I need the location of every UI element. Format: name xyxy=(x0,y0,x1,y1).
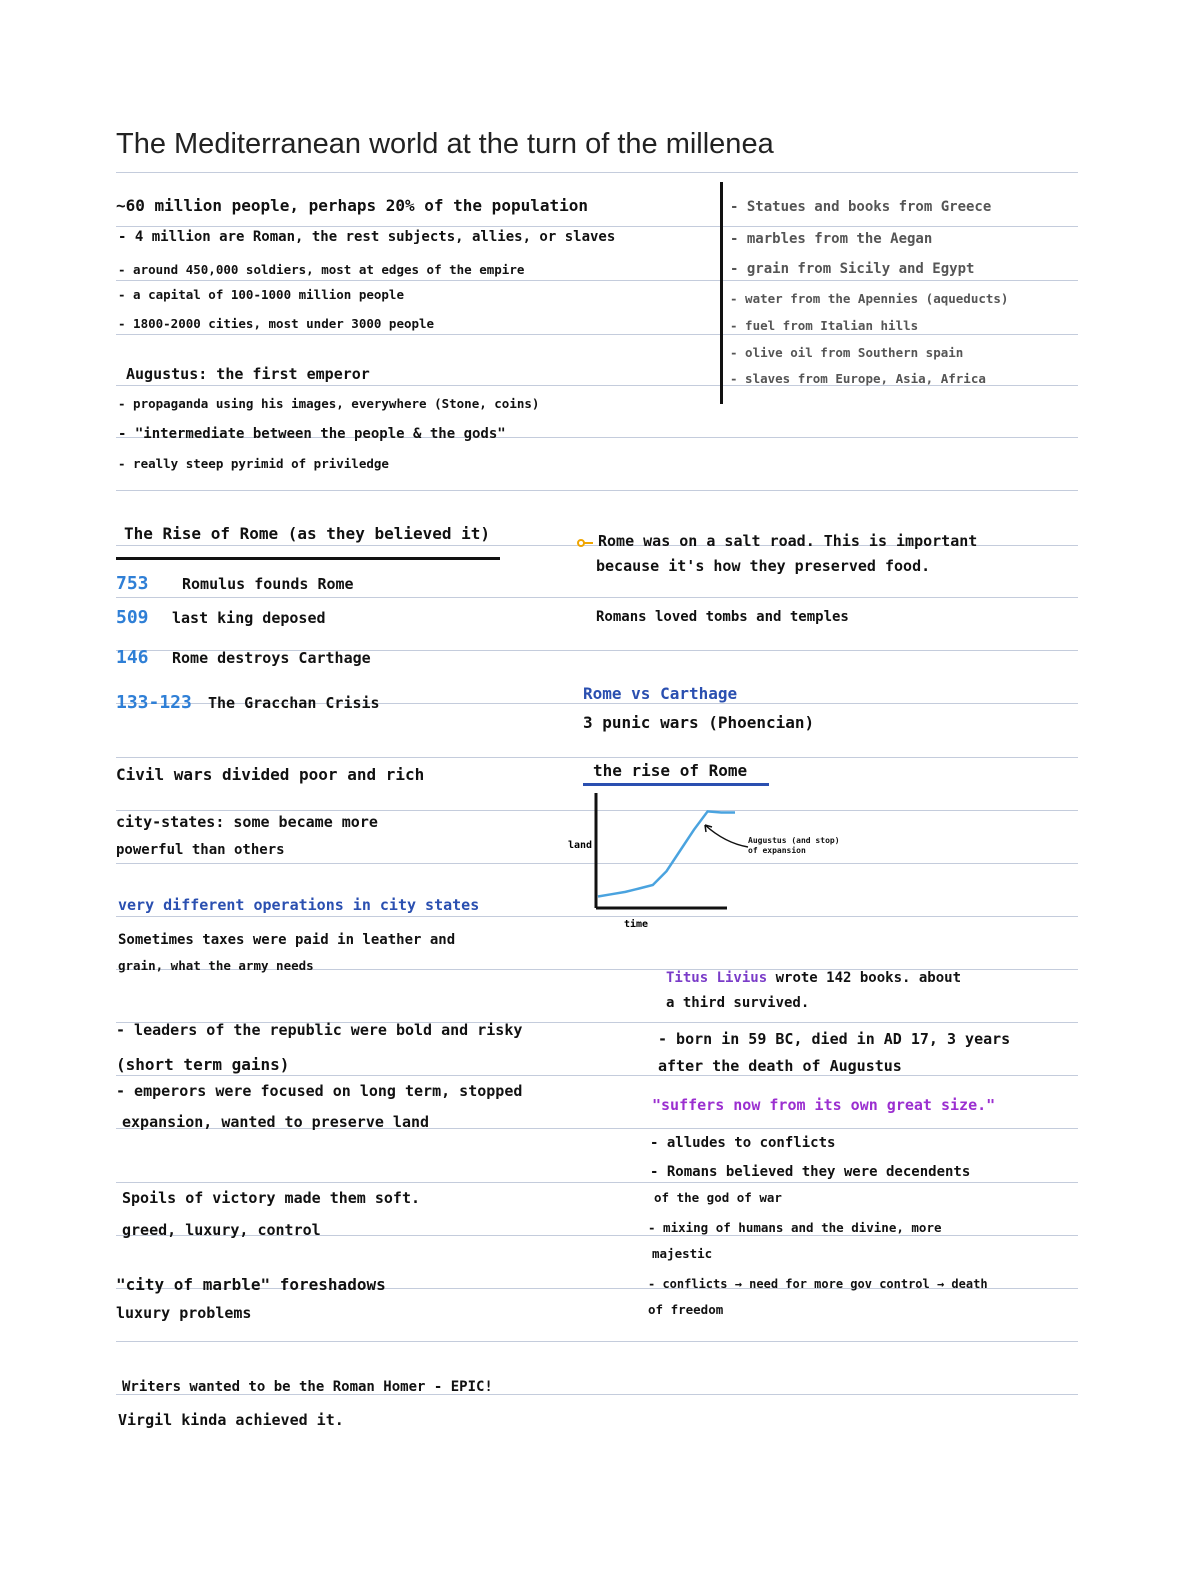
import-item: - slaves from Europe, Asia, Africa xyxy=(730,371,986,386)
timeline-year: 146 xyxy=(116,647,149,668)
augustus-heading: Augustus: the first emperor xyxy=(126,365,370,383)
timeline-event: last king deposed xyxy=(172,609,326,627)
augustus-item: - propaganda using his images, everywhere (Stone, coins) xyxy=(118,396,540,411)
rule-line xyxy=(116,490,1078,491)
augustus-item: - "intermediate between the people & the gods" xyxy=(118,426,506,442)
city-states-note: powerful than others xyxy=(116,842,285,858)
livius-item: - conflicts → need for more gov control → death xyxy=(648,1277,988,1291)
livius-item: - mixing of humans and the divine, more xyxy=(648,1220,942,1235)
timeline-event: Romulus founds Rome xyxy=(182,575,354,593)
livius-quote: "suffers now from its own great size." xyxy=(652,1096,996,1114)
rule-line xyxy=(116,334,1078,335)
timeline-year: 509 xyxy=(116,607,149,628)
rule-line xyxy=(116,226,1078,227)
import-item: - water from the Apennies (aqueducts) xyxy=(730,291,1009,306)
livius-item: of freedom xyxy=(648,1302,724,1317)
livius-books: wrote 142 books. about xyxy=(775,970,962,986)
import-item: - marbles from the Aegan xyxy=(730,231,933,247)
livius-item: - alludes to conflicts xyxy=(650,1135,836,1151)
emperors-note: - emperors were focused on long term, stopped xyxy=(116,1082,523,1100)
spoils-note: Spoils of victory made them soft. xyxy=(122,1189,421,1207)
livius-intro: a third survived. xyxy=(666,995,810,1011)
livius-intro xyxy=(666,970,961,986)
salt-road-note: because it's how they preserved food. xyxy=(596,557,931,575)
rise-of-rome-heading: The Rise of Rome (as they believed it) xyxy=(124,524,491,543)
salt-road-note: Rome was on a salt road. This is important xyxy=(598,532,978,550)
rule-line xyxy=(116,172,1078,173)
timeline-event: Rome destroys Carthage xyxy=(172,649,371,667)
import-item: - olive oil from Southern spain xyxy=(730,345,964,360)
civil-wars-note: Civil wars divided poor and rich xyxy=(116,765,425,784)
key-icon xyxy=(577,538,593,548)
heading-underline xyxy=(116,557,500,560)
page-title: The Mediterranean world at the turn of the millenea xyxy=(116,128,774,160)
import-item: - fuel from Italian hills xyxy=(730,318,919,333)
city-states-note: city-states: some became more xyxy=(116,813,378,831)
augustus-item: - really steep pyrimid of priviledge xyxy=(118,456,389,471)
livius-item: of the god of war xyxy=(654,1190,782,1205)
chart-annotation: Augustus (and stop) of expansion xyxy=(748,836,840,855)
leaders-note: (short term gains) xyxy=(116,1055,290,1074)
spoils-note: greed, luxury, control xyxy=(122,1221,321,1239)
operations-note: very different operations in city states xyxy=(118,896,480,914)
y-axis-label: land xyxy=(568,840,593,851)
marble-note: luxury problems xyxy=(116,1304,252,1322)
import-item: - grain from Sicily and Egypt xyxy=(730,261,975,277)
chart-title: the rise of Rome xyxy=(593,761,748,780)
timeline-year: 133-123 xyxy=(116,692,192,713)
livius-item: - Romans believed they were decendents xyxy=(650,1164,971,1180)
livius-name: Titus Livius xyxy=(666,970,768,986)
rise-chart xyxy=(560,785,860,935)
x-axis-label: time xyxy=(624,919,649,930)
punic-wars-note: 3 punic wars (Phoencian) xyxy=(583,713,815,732)
rule-line xyxy=(116,280,1078,281)
population-item: - 4 million are Roman, the rest subjects, allies, or slaves xyxy=(118,229,616,245)
rule-line xyxy=(116,1182,1078,1183)
import-item: - Statues and books from Greece xyxy=(730,199,992,215)
timeline-year: 753 xyxy=(116,573,149,594)
emperors-note: expansion, wanted to preserve land xyxy=(122,1113,430,1131)
taxes-note: Sometimes taxes were paid in leather and xyxy=(118,932,456,948)
population-item: - around 450,000 soldiers, most at edges of the empire xyxy=(118,262,525,277)
rome-vs-carthage-heading: Rome vs Carthage xyxy=(583,684,738,703)
livius-born: after the death of Augustus xyxy=(658,1057,902,1075)
marble-note: "city of marble" foreshadows xyxy=(116,1275,386,1294)
writers-note: Writers wanted to be the Roman Homer - EPIC! xyxy=(122,1379,493,1395)
population-item: - 1800-2000 cities, most under 3000 people xyxy=(118,316,435,331)
livius-born: - born in 59 BC, died in AD 17, 3 years xyxy=(658,1030,1011,1048)
rule-line xyxy=(116,1075,1078,1076)
series-line xyxy=(598,811,735,896)
population-heading: ~60 million people, perhaps 20% of the population xyxy=(116,196,589,215)
leaders-note: - leaders of the republic were bold and risky xyxy=(116,1021,523,1039)
rule-line xyxy=(116,1341,1078,1342)
timeline-event: The Gracchan Crisis xyxy=(208,694,380,712)
writers-note: Virgil kinda achieved it. xyxy=(118,1411,344,1429)
margin-bracket xyxy=(720,182,723,404)
population-item: - a capital of 100-1000 million people xyxy=(118,287,404,302)
rule-line xyxy=(116,597,1078,598)
taxes-note: grain, what the army needs xyxy=(118,958,314,973)
rule-line xyxy=(116,757,1078,758)
tombs-note: Romans loved tombs and temples xyxy=(596,609,849,625)
annotation-arrow xyxy=(705,825,748,847)
livius-item: majestic xyxy=(652,1246,713,1261)
